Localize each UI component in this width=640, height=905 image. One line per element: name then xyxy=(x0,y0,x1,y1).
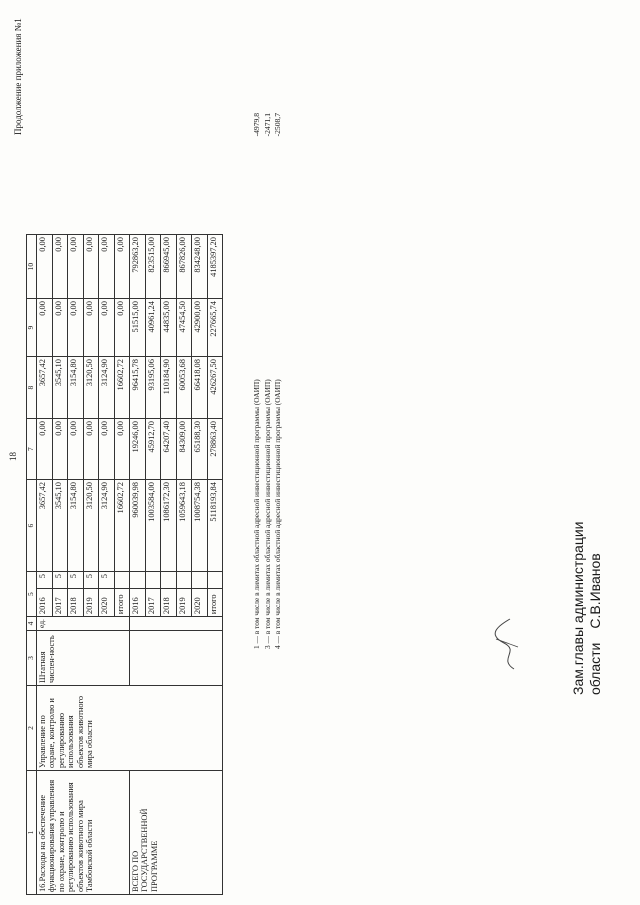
value-cell: 0,00 xyxy=(37,235,53,299)
program-total-label: ВСЕГО ПО ГОСУДАРСТВЕННОЙ ПРОГРАММЕ xyxy=(130,771,223,895)
col-number: 4 xyxy=(27,617,37,631)
value-cell xyxy=(207,572,223,589)
signatory-name: С.В.Иванов xyxy=(587,553,603,629)
value-cell xyxy=(145,572,161,589)
year-cell: 2017 xyxy=(52,589,68,617)
empty-cell xyxy=(130,631,223,686)
value-cell: 426267,50 xyxy=(207,357,223,419)
value-cell: 0,00 xyxy=(37,419,53,480)
col-number: 7 xyxy=(27,419,37,480)
value-cell: 3657,42 xyxy=(37,480,53,572)
empty-cell xyxy=(130,686,223,771)
value-cell: 0,00 xyxy=(37,299,53,357)
col-number: 9 xyxy=(27,299,37,357)
value-cell: 0,00 xyxy=(114,419,130,480)
value-cell: 19246,00 xyxy=(130,419,146,480)
value-cell: 110184,90 xyxy=(161,357,177,419)
value-cell: 60053,68 xyxy=(176,357,192,419)
value-cell: 0,00 xyxy=(99,235,115,299)
value-cell: 45912,70 xyxy=(145,419,161,480)
value-cell: 792863,20 xyxy=(130,235,146,299)
value-cell: 0,00 xyxy=(83,235,99,299)
value-cell: 64207,40 xyxy=(161,419,177,480)
value-cell xyxy=(192,572,208,589)
value-cell: 0,00 xyxy=(68,299,84,357)
value-cell: 278863,40 xyxy=(207,419,223,480)
value-cell: 1003584,00 xyxy=(145,480,161,572)
expense-item-cell: 16.Расходы на обеспечение функционирования управления по охране, контролю и регулированию использования объектов животного мира Тамбовской области xyxy=(37,771,130,895)
value-cell: 3154,80 xyxy=(68,357,84,419)
signature-block xyxy=(570,522,604,696)
value-cell: 5 xyxy=(68,572,84,589)
column-number-row xyxy=(27,235,37,895)
value-cell: 866945,00 xyxy=(161,235,177,299)
empty-cell xyxy=(130,617,223,631)
year-cell: 2018 xyxy=(68,589,84,617)
footnote-values xyxy=(252,113,284,169)
year-cell: 2019 xyxy=(176,589,192,617)
footnote: 3 — в том числе в лимитах областной адресной инвестиционной программы (ОАИП) xyxy=(262,379,272,649)
value-cell: 3154,80 xyxy=(68,480,84,572)
year-cell: 2016 xyxy=(37,589,53,617)
year-cell: 2018 xyxy=(161,589,177,617)
value-cell: 3545,10 xyxy=(52,480,68,572)
value-cell: 47454,50 xyxy=(176,299,192,357)
value-cell: 93195,06 xyxy=(145,357,161,419)
year-cell: 2019 xyxy=(83,589,99,617)
value-cell: 0,00 xyxy=(114,235,130,299)
value-cell: 0,00 xyxy=(68,419,84,480)
col-number: 10 xyxy=(27,235,37,299)
footnote-value: -2508,7 xyxy=(273,113,283,137)
executor-cell: Управление по охране, контролю и регулированию использования объектов животного мира области xyxy=(37,686,130,771)
value-cell: 1059643,18 xyxy=(176,480,192,572)
value-cell xyxy=(161,572,177,589)
value-cell: 3657,42 xyxy=(37,357,53,419)
value-cell: 823515,00 xyxy=(145,235,161,299)
value-cell: 0,00 xyxy=(52,419,68,480)
year-cell: 2017 xyxy=(145,589,161,617)
value-cell: 51515,00 xyxy=(130,299,146,357)
footnote: 1 — в том числе в лимитах областной адресной инвестиционной программы (ОАИП) xyxy=(252,379,261,649)
footnote-value: -2471,1 xyxy=(262,113,272,137)
signatory-region: области xyxy=(587,642,603,695)
footnote: 4 — в том числе в лимитах областной адресной инвестиционной программы (ОАИП) xyxy=(273,379,283,649)
value-cell: 0,00 xyxy=(99,299,115,357)
value-cell xyxy=(176,572,192,589)
year-cell: 2020 xyxy=(99,589,115,617)
value-cell: 0,00 xyxy=(99,419,115,480)
budget-table xyxy=(26,234,223,895)
value-cell: 5 xyxy=(52,572,68,589)
value-cell xyxy=(114,572,130,589)
col-number: 8 xyxy=(27,357,37,419)
unit-cell: ед. xyxy=(37,617,130,631)
year-cell: 2016 xyxy=(130,589,146,617)
value-cell: 3120,50 xyxy=(83,480,99,572)
col-number: 1 xyxy=(27,771,37,895)
value-cell: 3124,90 xyxy=(99,357,115,419)
value-cell: 3545,10 xyxy=(52,357,68,419)
value-cell: 0,00 xyxy=(114,299,130,357)
col-number: 5 xyxy=(27,572,37,617)
pen-mark-icon xyxy=(492,613,522,673)
value-cell: 65188,30 xyxy=(192,419,208,480)
value-cell: 5 xyxy=(83,572,99,589)
value-cell: 96415,78 xyxy=(130,357,146,419)
value-cell: 5 xyxy=(99,572,115,589)
value-cell: 1008754,38 xyxy=(192,480,208,572)
footnotes xyxy=(252,379,284,649)
table-row xyxy=(37,235,53,895)
value-cell: 227665,74 xyxy=(207,299,223,357)
value-cell: 867826,00 xyxy=(176,235,192,299)
value-cell: 5118193,84 xyxy=(207,480,223,572)
col-number: 2 xyxy=(27,686,37,771)
footnote-value: -4979,8 xyxy=(252,113,261,137)
value-cell: 44835,00 xyxy=(161,299,177,357)
signatory-title: Зам.главы администрации xyxy=(570,521,586,695)
page-number: 18 xyxy=(8,452,18,461)
value-cell: 16602,72 xyxy=(114,357,130,419)
value-cell: 960039,98 xyxy=(130,480,146,572)
value-cell: 42900,00 xyxy=(192,299,208,357)
table-row xyxy=(130,235,146,895)
value-cell: 1086172,30 xyxy=(161,480,177,572)
year-cell: 2020 xyxy=(192,589,208,617)
value-cell: 3124,90 xyxy=(99,480,115,572)
year-cell: итого xyxy=(114,589,130,617)
value-cell: 4185397,20 xyxy=(207,235,223,299)
value-cell: 0,00 xyxy=(68,235,84,299)
value-cell: 0,00 xyxy=(52,235,68,299)
value-cell: 0,00 xyxy=(83,299,99,357)
year-cell: итого xyxy=(207,589,223,617)
value-cell: 834248,00 xyxy=(192,235,208,299)
value-cell: 3120,50 xyxy=(83,357,99,419)
indicator-cell: Штатная числен-ность xyxy=(37,631,130,686)
value-cell: 66418,08 xyxy=(192,357,208,419)
col-number: 3 xyxy=(27,631,37,686)
value-cell: 0,00 xyxy=(83,419,99,480)
value-cell: 5 xyxy=(37,572,53,589)
value-cell: 84309,00 xyxy=(176,419,192,480)
col-number: 6 xyxy=(27,480,37,572)
continuation-label: Продолжение приложения №1 xyxy=(13,18,23,135)
value-cell: 40961,24 xyxy=(145,299,161,357)
value-cell xyxy=(130,572,146,589)
value-cell: 16602,72 xyxy=(114,480,130,572)
value-cell: 0,00 xyxy=(52,299,68,357)
